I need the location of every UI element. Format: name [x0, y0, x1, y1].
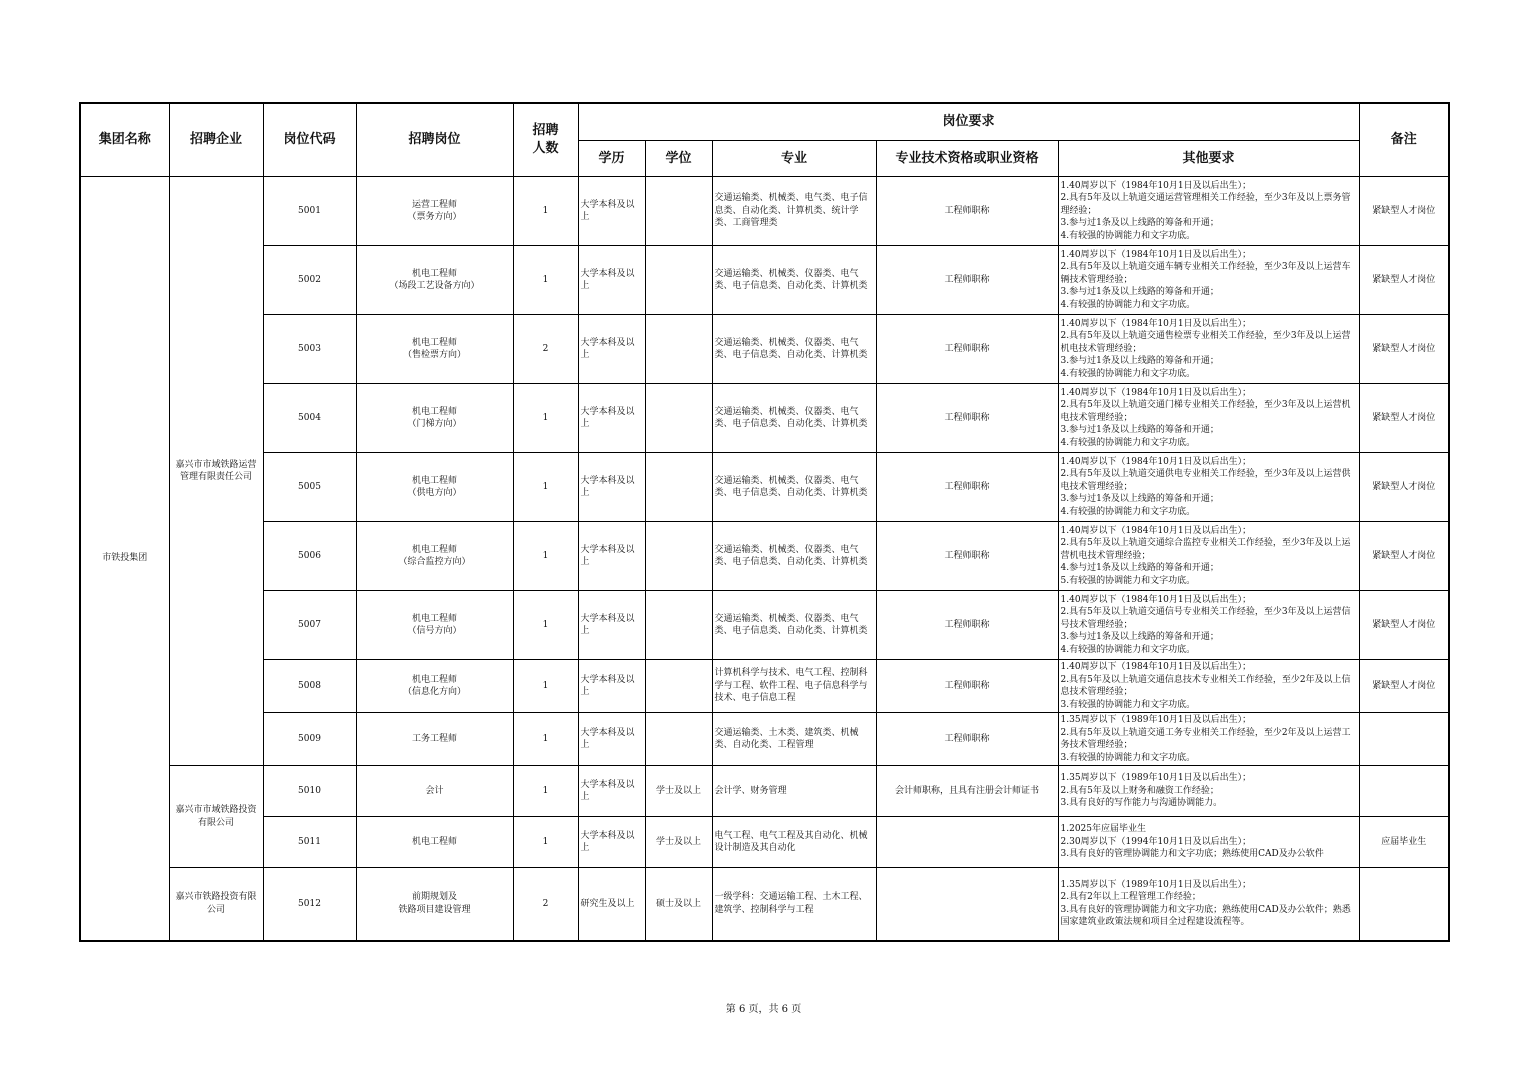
- other-requirements-line: 1.40周岁以下（1984年10月1日及以后出生）；: [1060, 249, 1252, 260]
- position-name-line: 机电工程师: [411, 836, 457, 847]
- position-name: [356, 522, 513, 591]
- degree: [645, 315, 712, 384]
- position-code: 5004: [263, 384, 356, 453]
- other-requirements-line: 1.35周岁以下（1989年10月1日及以后出生）；: [1060, 773, 1252, 784]
- table-row: [80, 660, 1449, 713]
- position-name-line: （场段工艺设备方向）: [389, 281, 480, 291]
- position-name-line: 机电工程师: [411, 613, 457, 624]
- other-requirements-line: 2.具有5年及以上轨道交通车辆专业相关工作经验，至少3年及以上运营车辆技术管理经验；: [1060, 262, 1351, 285]
- major: 计算机科学与技术、电气工程、控制科学与工程、软件工程、电子信息科学与技术、电子信息工程: [712, 660, 876, 713]
- position-name-line: 前期规划及: [411, 892, 457, 903]
- position-name: [356, 591, 513, 660]
- position-name-line: 机电工程师: [411, 337, 457, 348]
- header-major: 专业: [712, 141, 876, 177]
- qualification: 工程师职称: [876, 246, 1058, 315]
- major: 交通运输类、机械类、电气类、电子信息类、自动化类、计算机类、统计学类、工商管理类: [712, 177, 876, 246]
- position-code: 5002: [263, 246, 356, 315]
- hire-count: 1: [513, 713, 578, 766]
- hire-count: 1: [513, 766, 578, 817]
- company-cell: 嘉兴市市域铁路投资有限公司: [169, 766, 263, 868]
- degree: 硕士及以上: [645, 868, 712, 941]
- position-name-line: （门梯方向）: [407, 419, 462, 429]
- education: 大学本科及以上: [578, 453, 645, 522]
- group-name-cell: 市铁投集团: [80, 177, 169, 941]
- other-requirements-line: 2.具有2年以上工程管理工作经验；: [1060, 892, 1201, 903]
- header-group: 集团名称: [80, 103, 169, 177]
- major: 会计学、财务管理: [712, 766, 876, 817]
- qualification: 工程师职称: [876, 522, 1058, 591]
- other-requirements-line: 3.参与过1条及以上线路的筹备和开通；: [1060, 356, 1219, 367]
- position-name-line: （信号方向）: [407, 626, 462, 636]
- other-requirements: [1058, 766, 1359, 817]
- position-name: [356, 315, 513, 384]
- remark: 紧缺型人才岗位: [1359, 660, 1449, 713]
- position-code: 5010: [263, 766, 356, 817]
- table-row: [80, 766, 1449, 817]
- position-name-line: （信息化方向）: [402, 687, 466, 697]
- major: 交通运输类、机械类、仪器类、电气类、电子信息类、自动化类、计算机类: [712, 246, 876, 315]
- qualification: [876, 817, 1058, 868]
- position-code: 5006: [263, 522, 356, 591]
- page-footer: 第 6 页，共 6 页: [725, 1004, 802, 1015]
- company-cell: 嘉兴市铁路投资有限公司: [169, 868, 263, 941]
- degree: [645, 453, 712, 522]
- other-requirements: [1058, 315, 1359, 384]
- remark: 紧缺型人才岗位: [1359, 384, 1449, 453]
- other-requirements-line: 3.参与过1条及以上线路的筹备和开通；: [1060, 425, 1219, 436]
- major: 交通运输类、土木类、建筑类、机械类、自动化类、工程管理: [712, 713, 876, 766]
- education: 大学本科及以上: [578, 817, 645, 868]
- table-row: [80, 177, 1449, 246]
- education: 大学本科及以上: [578, 315, 645, 384]
- hire-count: 1: [513, 177, 578, 246]
- table-row: [80, 246, 1449, 315]
- header-company: 招聘企业: [169, 103, 263, 177]
- other-requirements: [1058, 591, 1359, 660]
- remark: [1359, 868, 1449, 941]
- other-requirements-line: 2.具有5年及以上轨道交通信息技术专业相关工作经验，至少2年及以上信息技术管理经验；: [1060, 674, 1351, 697]
- other-requirements-line: 1.40周岁以下（1984年10月1日及以后出生）；: [1060, 662, 1252, 672]
- degree: 学士及以上: [645, 817, 712, 868]
- position-name-line: （票务方向）: [407, 212, 462, 222]
- hire-count: 1: [513, 522, 578, 591]
- other-requirements-line: 4.有较强的协调能力和文字功底。: [1060, 299, 1196, 310]
- position-name-line: 工务工程师: [411, 733, 457, 744]
- major: 交通运输类、机械类、仪器类、电气类、电子信息类、自动化类、计算机类: [712, 522, 876, 591]
- other-requirements-line: 2.具有5年及以上轨道交通综合监控专业相关工作经验，至少3年及以上运营机电技术管理经验；: [1060, 538, 1351, 561]
- hire-count: 1: [513, 660, 578, 713]
- other-requirements-line: 3.具有良好的管理协调能力和文字功底；熟练使用CAD及办公软件: [1060, 849, 1324, 860]
- other-requirements-line: 3.参与过1条及以上线路的筹备和开通；: [1060, 218, 1219, 229]
- header-count: [513, 103, 578, 177]
- position-name: [356, 766, 513, 817]
- position-code: 5012: [263, 868, 356, 941]
- hire-count: 2: [513, 315, 578, 384]
- other-requirements: [1058, 713, 1359, 766]
- position-name-line: 机电工程师: [411, 544, 457, 555]
- header-education: 学历: [578, 141, 645, 177]
- other-requirements: [1058, 868, 1359, 941]
- remark: 紧缺型人才岗位: [1359, 591, 1449, 660]
- other-requirements: [1058, 246, 1359, 315]
- table-row: [80, 522, 1449, 591]
- other-requirements-line: 1.40周岁以下（1984年10月1日及以后出生）；: [1060, 318, 1252, 329]
- position-name-line: 机电工程师: [411, 406, 457, 417]
- degree: [645, 522, 712, 591]
- other-requirements-line: 2.具有5年及以上轨道交通门梯专业相关工作经验，至少3年及以上运营机电技术管理经验；: [1060, 400, 1351, 423]
- education: 大学本科及以上: [578, 177, 645, 246]
- hire-count: 1: [513, 817, 578, 868]
- qualification: 工程师职称: [876, 384, 1058, 453]
- education: 大学本科及以上: [578, 660, 645, 713]
- position-code: 5005: [263, 453, 356, 522]
- position-code: 5011: [263, 817, 356, 868]
- other-requirements-line: 1.2025年应届毕业生: [1060, 824, 1146, 835]
- qualification: 工程师职称: [876, 177, 1058, 246]
- qualification: 工程师职称: [876, 315, 1058, 384]
- degree: [645, 246, 712, 315]
- education: 大学本科及以上: [578, 766, 645, 817]
- position-name: [356, 384, 513, 453]
- hire-count: 1: [513, 246, 578, 315]
- education: 大学本科及以上: [578, 591, 645, 660]
- other-requirements-line: 1.40周岁以下（1984年10月1日及以后出生）；: [1060, 180, 1252, 191]
- other-requirements: [1058, 660, 1359, 713]
- position-name-line: 机电工程师: [411, 268, 457, 279]
- position-code: 5008: [263, 660, 356, 713]
- qualification: 工程师职称: [876, 713, 1058, 766]
- header-qualification: 专业技术资格或职业资格: [876, 141, 1058, 177]
- hire-count: 1: [513, 591, 578, 660]
- remark: 应届毕业生: [1359, 817, 1449, 868]
- other-requirements-line: 3.有较强的协调能力和文字功底。: [1060, 752, 1196, 763]
- education: 大学本科及以上: [578, 384, 645, 453]
- other-requirements-line: 4.参与过1条及以上线路的筹备和开通；: [1060, 563, 1219, 574]
- degree: [645, 713, 712, 766]
- other-requirements: [1058, 384, 1359, 453]
- remark: 紧缺型人才岗位: [1359, 177, 1449, 246]
- recruitment-table: [79, 102, 1450, 942]
- degree: [645, 660, 712, 713]
- position-name-line: 会计: [425, 785, 444, 796]
- other-requirements-line: 3.有较强的协调能力和文字功底。: [1060, 699, 1196, 710]
- education: 大学本科及以上: [578, 246, 645, 315]
- position-name-line: 运营工程师: [411, 199, 457, 210]
- other-requirements-line: 4.有较强的协调能力和文字功底。: [1060, 437, 1196, 448]
- other-requirements-line: 2.具有5年及以上轨道交通运营管理相关工作经验，至少3年及以上票务管理经验；: [1060, 193, 1351, 216]
- other-requirements-line: 3.具有良好的写作能力与沟通协调能力。: [1060, 798, 1223, 809]
- position-name: [356, 713, 513, 766]
- remark: 紧缺型人才岗位: [1359, 315, 1449, 384]
- position-name-line: 机电工程师: [411, 674, 457, 685]
- table-row: [80, 453, 1449, 522]
- qualification: 工程师职称: [876, 591, 1058, 660]
- education: 研究生及以上: [578, 868, 645, 941]
- position-code: 5009: [263, 713, 356, 766]
- qualification: 工程师职称: [876, 453, 1058, 522]
- education: 大学本科及以上: [578, 522, 645, 591]
- other-requirements-line: 2.具有5年及以上轨道交通信号专业相关工作经验，至少3年及以上运营信号技术管理经验；: [1060, 607, 1351, 630]
- position-name-line: 铁路项目建设管理: [398, 904, 471, 915]
- other-requirements: [1058, 522, 1359, 591]
- other-requirements-line: 3.参与过1条及以上线路的筹备和开通；: [1060, 494, 1219, 505]
- table-row: [80, 315, 1449, 384]
- header-count-line2: 人数: [532, 141, 559, 156]
- position-name: [356, 246, 513, 315]
- table-row: [80, 868, 1449, 941]
- other-requirements-line: 4.有较强的协调能力和文字功底。: [1060, 230, 1196, 241]
- major: 交通运输类、机械类、仪器类、电气类、电子信息类、自动化类、计算机类: [712, 315, 876, 384]
- position-name-line: （供电方向）: [407, 488, 462, 498]
- remark: 紧缺型人才岗位: [1359, 246, 1449, 315]
- other-requirements-line: 1.40周岁以下（1984年10月1日及以后出生）；: [1060, 525, 1252, 536]
- other-requirements: [1058, 453, 1359, 522]
- other-requirements-line: 1.40周岁以下（1984年10月1日及以后出生）；: [1060, 456, 1252, 467]
- remark: [1359, 766, 1449, 817]
- position-code: 5003: [263, 315, 356, 384]
- degree: [645, 384, 712, 453]
- other-requirements-line: 5.有较强的协调能力和文字功底。: [1060, 575, 1196, 586]
- education: 大学本科及以上: [578, 713, 645, 766]
- other-requirements-line: 1.35周岁以下（1989年10月1日及以后出生）；: [1060, 879, 1252, 890]
- other-requirements-line: 3.参与过1条及以上线路的筹备和开通；: [1060, 632, 1219, 643]
- other-requirements-line: 1.35周岁以下（1989年10月1日及以后出生）；: [1060, 715, 1252, 725]
- hire-count: 2: [513, 868, 578, 941]
- other-requirements-line: 4.有较强的协调能力和文字功底。: [1060, 368, 1196, 379]
- position-name-line: （综合监控方向）: [398, 557, 471, 567]
- position-name-line: 机电工程师: [411, 475, 457, 486]
- hire-count: 1: [513, 384, 578, 453]
- other-requirements-line: 2.具有5年及以上轨道交通售检票专业相关工作经验，至少3年及以上运营机电技术管理经验；: [1060, 331, 1351, 354]
- header-count-line1: 招聘: [532, 123, 559, 138]
- hire-count: 1: [513, 453, 578, 522]
- position-name: [356, 660, 513, 713]
- table-row: [80, 591, 1449, 660]
- other-requirements-line: 1.40周岁以下（1984年10月1日及以后出生）；: [1060, 594, 1252, 605]
- other-requirements-line: 2.具有5年及以上财务和融资工作经验；: [1060, 785, 1219, 796]
- other-requirements-line: 3.具有良好的管理协调能力和文字功底；熟练使用CAD及办公软件；熟悉国家建筑业政策法规和项目全过程建设流程等。: [1060, 904, 1351, 928]
- table-header: [80, 103, 1449, 177]
- position-name: [356, 868, 513, 941]
- header-other: 其他要求: [1058, 141, 1359, 177]
- other-requirements-line: 4.有较强的协调能力和文字功底。: [1060, 506, 1196, 517]
- other-requirements-line: 3.参与过1条及以上线路的筹备和开通；: [1060, 287, 1219, 298]
- position-name: [356, 453, 513, 522]
- major: 交通运输类、机械类、仪器类、电气类、电子信息类、自动化类、计算机类: [712, 453, 876, 522]
- remark: 紧缺型人才岗位: [1359, 522, 1449, 591]
- degree: [645, 591, 712, 660]
- header-degree: 学位: [645, 141, 712, 177]
- other-requirements-line: 2.具有5年及以上轨道交通工务专业相关工作经验，至少2年及以上运营工务技术管理经验；: [1060, 727, 1351, 750]
- remark: 紧缺型人才岗位: [1359, 453, 1449, 522]
- major: 交通运输类、机械类、仪器类、电气类、电子信息类、自动化类、计算机类: [712, 384, 876, 453]
- table-body: [80, 177, 1449, 941]
- position-code: 5001: [263, 177, 356, 246]
- other-requirements: [1058, 817, 1359, 868]
- qualification: [876, 868, 1058, 941]
- header-position: 招聘岗位: [356, 103, 513, 177]
- position-name-line: （售检票方向）: [402, 350, 466, 360]
- table-row: [80, 817, 1449, 868]
- position-name: [356, 817, 513, 868]
- other-requirements-line: 4.有较强的协调能力和文字功底。: [1060, 644, 1196, 655]
- degree: [645, 177, 712, 246]
- other-requirements-line: 1.40周岁以下（1984年10月1日及以后出生）；: [1060, 387, 1252, 398]
- header-requirements: 岗位要求: [578, 103, 1359, 141]
- other-requirements-line: 2.30周岁以下（1994年10月1日及以后出生）；: [1060, 836, 1252, 847]
- header-remark: 备注: [1359, 103, 1449, 177]
- table-row: [80, 384, 1449, 453]
- major: 一级学科：交通运输工程、土木工程、建筑学、控制科学与工程: [712, 868, 876, 941]
- qualification: 工程师职称: [876, 660, 1058, 713]
- other-requirements: [1058, 177, 1359, 246]
- other-requirements-line: 2.具有5年及以上轨道交通供电专业相关工作经验，至少3年及以上运营供电技术管理经验；: [1060, 469, 1351, 492]
- table-row: [80, 713, 1449, 766]
- qualification: 会计师职称，且具有注册会计师证书: [876, 766, 1058, 817]
- company-cell: 嘉兴市市域铁路运营管理有限责任公司: [169, 177, 263, 766]
- major: 交通运输类、机械类、仪器类、电气类、电子信息类、自动化类、计算机类: [712, 591, 876, 660]
- remark: [1359, 713, 1449, 766]
- degree: 学士及以上: [645, 766, 712, 817]
- major: 电气工程、电气工程及其自动化、机械设计制造及其自动化: [712, 817, 876, 868]
- position-code: 5007: [263, 591, 356, 660]
- position-name: [356, 177, 513, 246]
- header-code: 岗位代码: [263, 103, 356, 177]
